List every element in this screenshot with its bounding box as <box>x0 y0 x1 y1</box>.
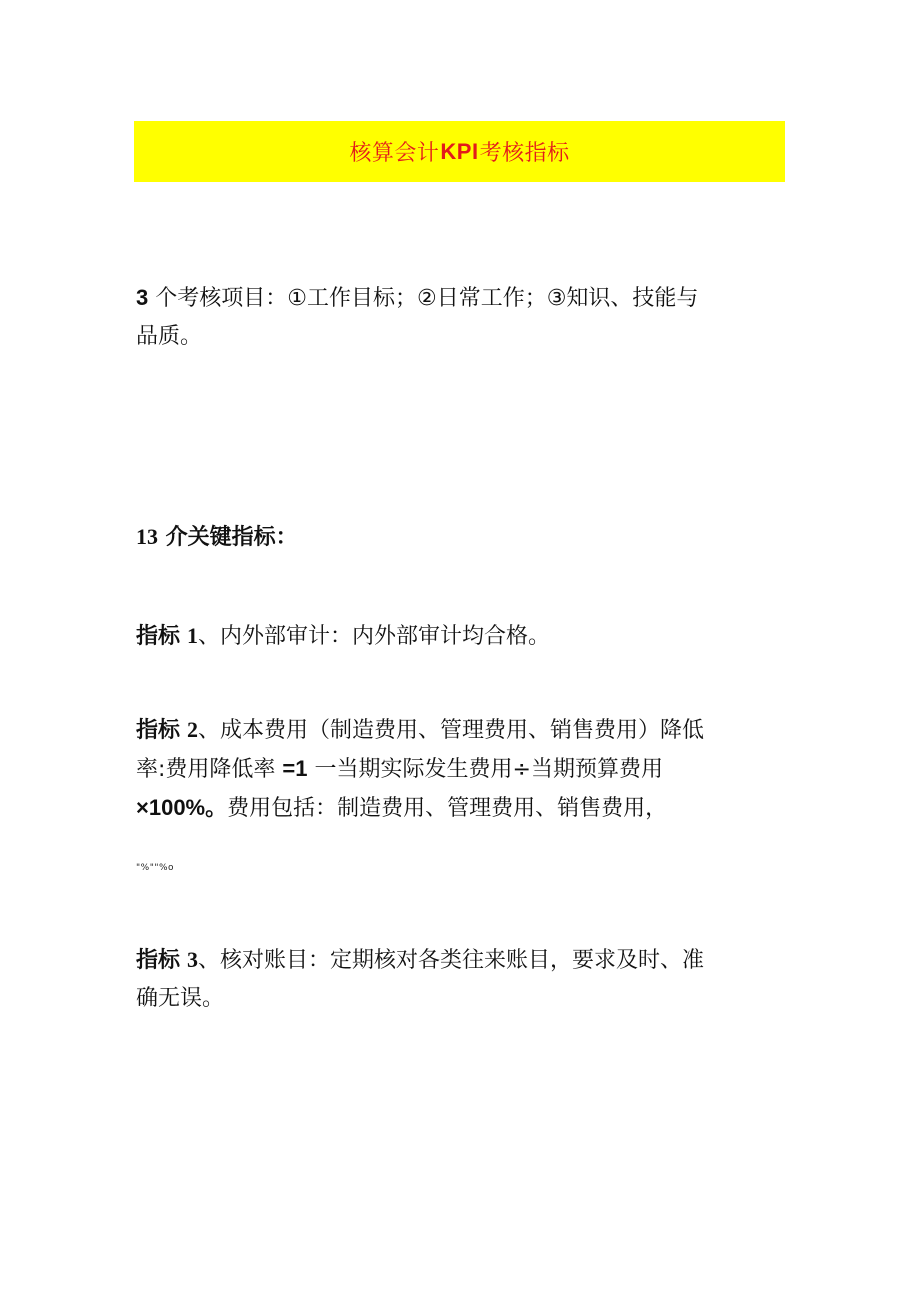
intro-line-1 <box>136 279 786 318</box>
section-heading-number: 13 <box>136 524 158 549</box>
indicator-2-line-3 <box>136 789 786 828</box>
indicator-1-line <box>136 617 786 656</box>
indicator-2 <box>136 711 786 828</box>
title-prefix: 核算会计 <box>349 141 440 166</box>
indicator-3-line-1 <box>136 941 786 980</box>
indicator-2-formula-2: ×100%。 <box>136 795 228 820</box>
indicator-3-number: 3 <box>187 947 199 972</box>
indicator-2-number: 2 <box>187 717 199 742</box>
indicator-3-line-2: 确无误。 <box>136 986 225 1011</box>
indicator-3 <box>136 941 786 1018</box>
indicator-1-number: 1 <box>187 623 199 648</box>
indicator-2-line-1 <box>136 711 786 750</box>
section-heading-line <box>136 518 786 557</box>
indicator-1-label: 指标 <box>136 624 181 649</box>
indicator-3-label: 指标 <box>136 948 181 973</box>
indicator-2-label: 指标 <box>136 718 181 743</box>
indicator-1-text: 、内外部审计：内外部审计均合格。 <box>198 624 551 649</box>
indicator-2-line-2 <box>136 750 786 789</box>
section-heading-text: 介关键指标： <box>165 525 298 550</box>
intro-line-2: 品质。 <box>136 324 203 349</box>
indicator-2-text-1: 、成本费用（制造费用、管理费用、销售费用）降低 <box>198 718 705 743</box>
intro-lead-number: 3 <box>136 285 149 310</box>
section-heading <box>136 518 786 557</box>
intro-text-1: 个考核项目：①工作目标；②日常工作；③知识、技能与 <box>155 286 699 311</box>
indicator-3-text-1: 、核对账目：定期核对各类往来账目，要求及时、准 <box>198 948 705 973</box>
indicator-2-text-2: 率:费用降低率 <box>136 757 276 782</box>
title-suffix: 考核指标 <box>479 141 570 166</box>
indicator-2-text-3: 一当期实际发生费用÷当期预算费用 <box>314 757 663 782</box>
indicator-2-formula-1: =1 <box>282 756 308 781</box>
indicator-2-text-4: 费用包括：制造费用、管理费用、销售费用， <box>227 796 668 821</box>
garbled-text: "%""%o <box>136 863 175 873</box>
intro-paragraph <box>136 279 786 356</box>
indicator-1 <box>136 617 786 656</box>
title-kpi: KPI <box>440 138 479 164</box>
title-bar <box>134 121 785 182</box>
